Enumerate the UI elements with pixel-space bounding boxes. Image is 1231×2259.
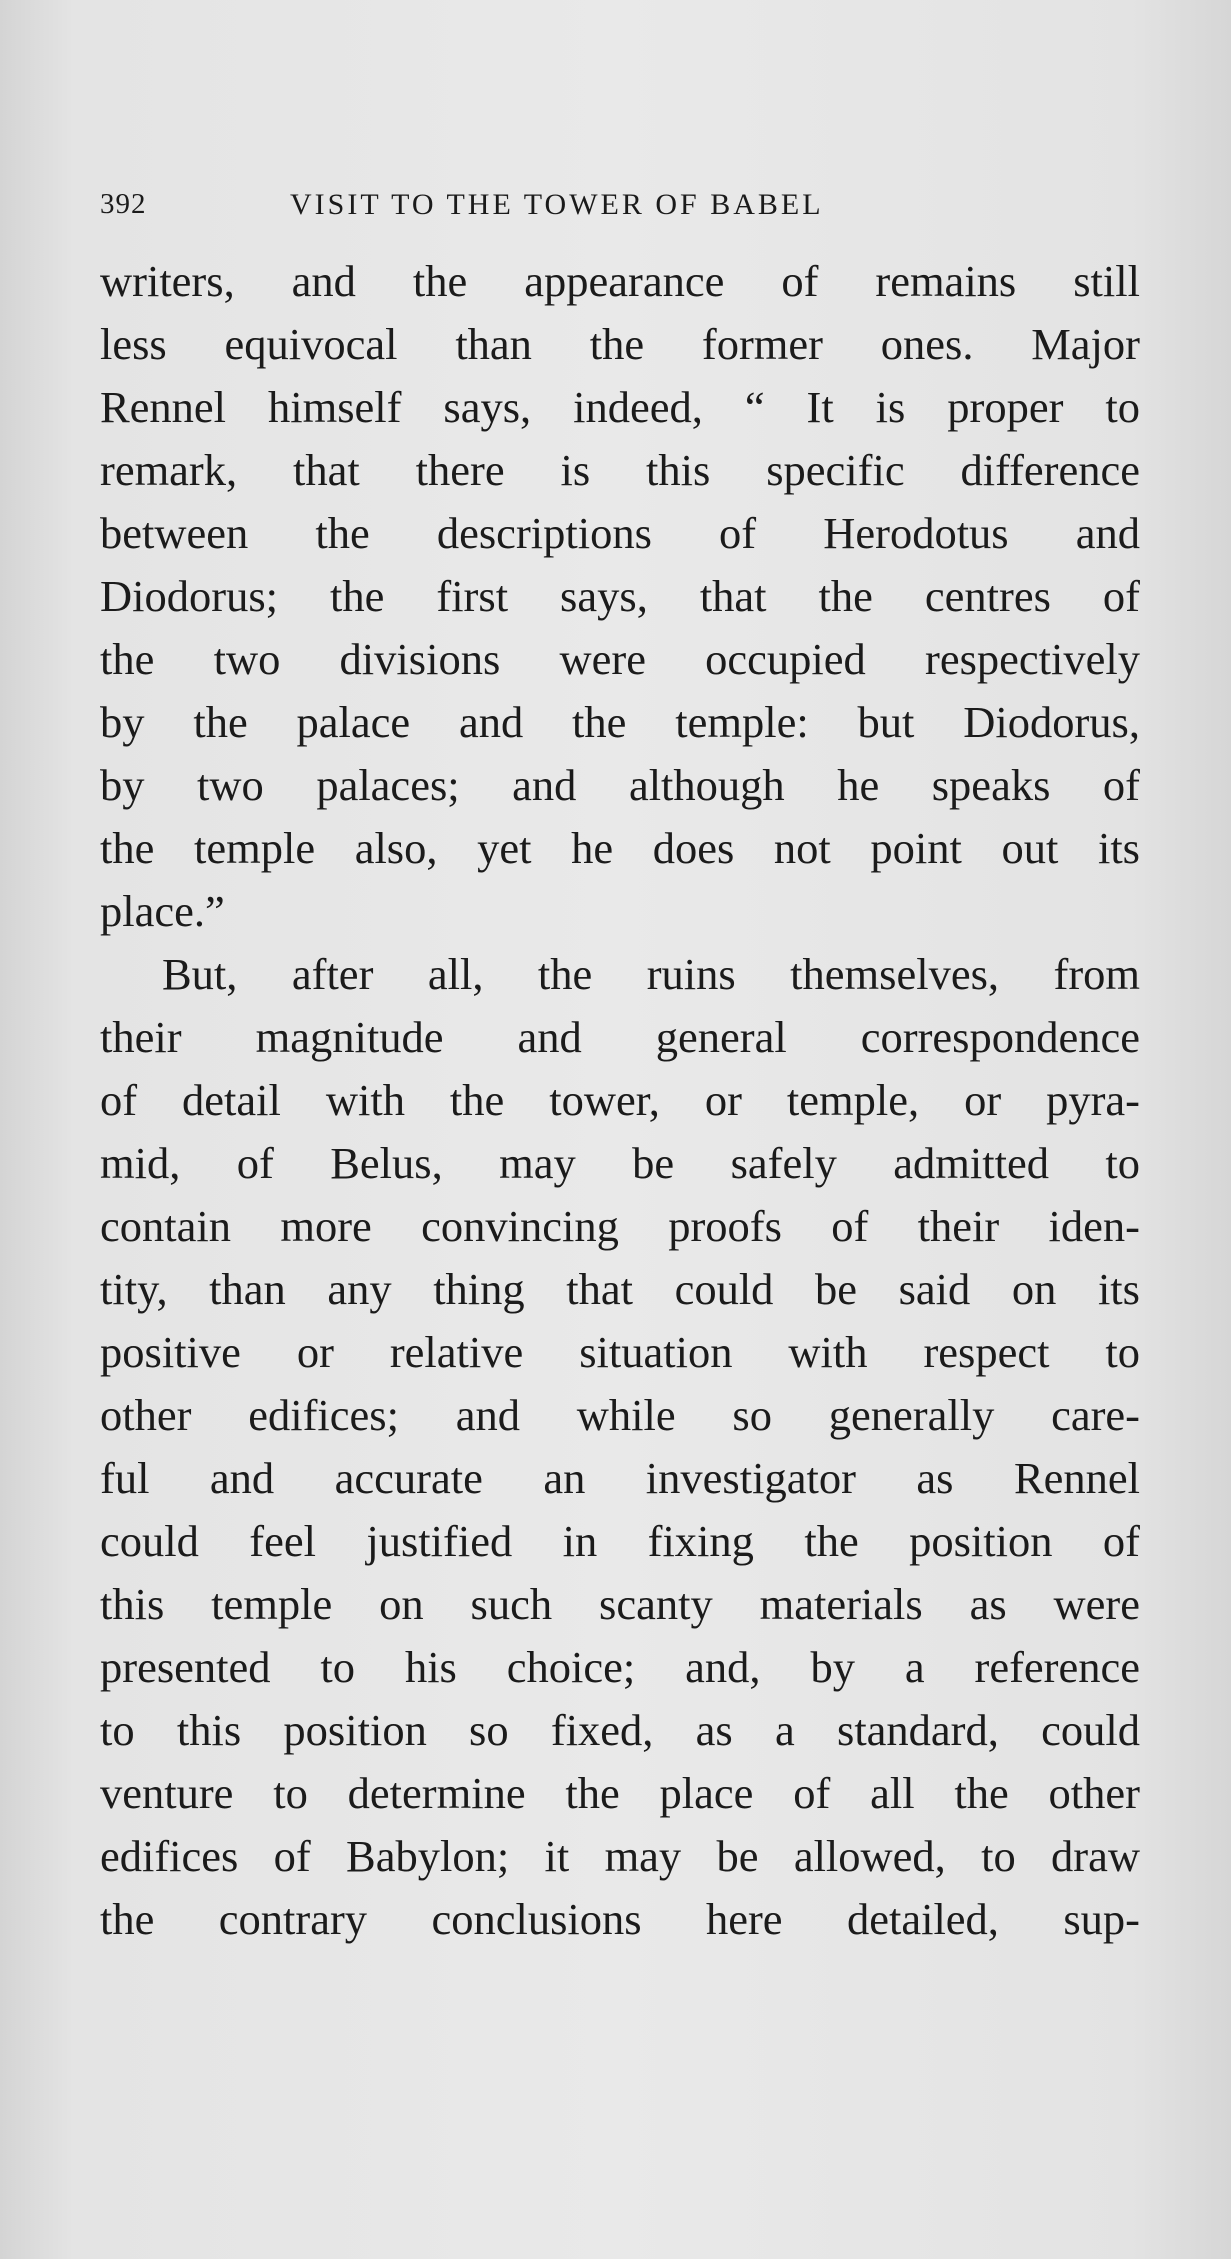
text-line: venture to determine the place of all the other xyxy=(100,1768,1140,1818)
text-line: the contrary conclusions here detailed, sup- xyxy=(100,1894,1140,1944)
paragraph-1 xyxy=(100,250,1140,943)
text-line: the two divisions were occupied respectively xyxy=(100,634,1140,684)
page-header xyxy=(100,188,1180,228)
text-line: this temple on such scanty materials as were xyxy=(100,1579,1140,1629)
text-line: to this position so fixed, as a standard, could xyxy=(100,1705,1140,1755)
text-line: of detail with the tower, or temple, or pyra- xyxy=(100,1075,1140,1125)
running-head: VISIT TO THE TOWER OF BABEL xyxy=(290,188,824,221)
text-line: their magnitude and general correspondence xyxy=(100,1012,1140,1062)
text-line: contain more convincing proofs of their iden- xyxy=(100,1201,1140,1251)
text-line: the temple also, yet he does not point out its xyxy=(100,823,1140,873)
text-line: ful and accurate an investigator as Rennel xyxy=(100,1453,1140,1503)
text-line: positive or relative situation with respect to xyxy=(100,1327,1140,1377)
text-line: writers, and the appearance of remains still xyxy=(100,256,1140,306)
text-line: Diodorus; the first says, that the centres of xyxy=(100,571,1140,621)
paragraph-2 xyxy=(100,943,1140,1951)
text-line: between the descriptions of Herodotus and xyxy=(100,508,1140,558)
body-text xyxy=(100,250,1140,1951)
text-line: remark, that there is this specific difference xyxy=(100,445,1140,495)
text-line: place.” xyxy=(100,886,225,936)
text-line: edifices of Babylon; it may be allowed, to draw xyxy=(100,1831,1140,1881)
text-line: But, after all, the ruins themselves, from xyxy=(162,949,1140,999)
text-line: mid, of Belus, may be safely admitted to xyxy=(100,1138,1140,1188)
text-line: could feel justified in fixing the position of xyxy=(100,1516,1140,1566)
page-number: 392 xyxy=(100,188,147,220)
text-line: tity, than any thing that could be said on its xyxy=(100,1264,1140,1314)
text-line: Rennel himself says, indeed, “ It is proper to xyxy=(100,382,1140,432)
text-line: other edifices; and while so generally care- xyxy=(100,1390,1140,1440)
text-line: presented to his choice; and, by a reference xyxy=(100,1642,1140,1692)
text-line: by two palaces; and although he speaks of xyxy=(100,760,1140,810)
text-line: less equivocal than the former ones. Major xyxy=(100,319,1140,369)
text-line: by the palace and the temple: but Diodorus, xyxy=(100,697,1140,747)
